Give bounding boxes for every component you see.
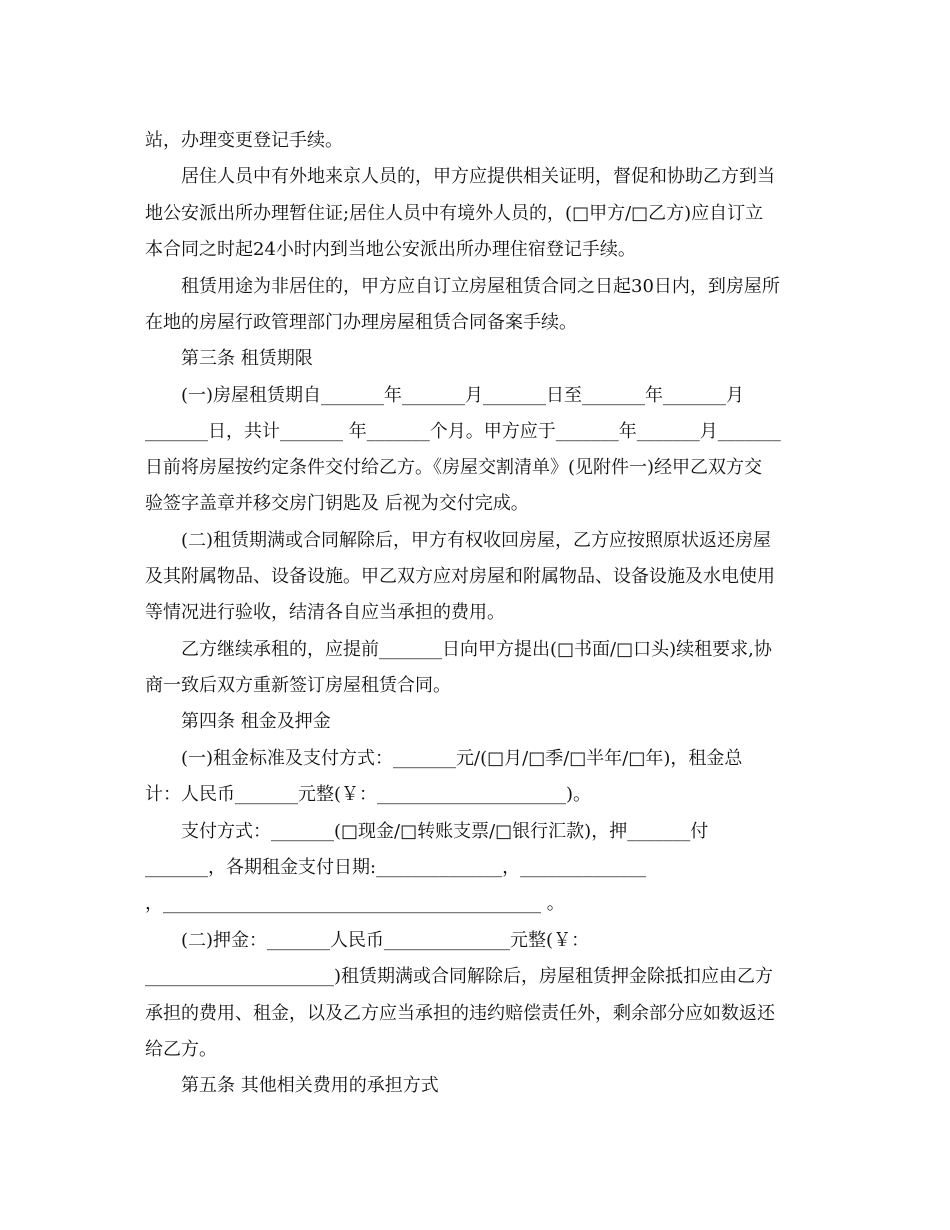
section-heading-article-3: 第三条 租赁期限 — [181, 348, 313, 369]
text-line-19: 计：人民币_______元整(￥：_____________________)。 — [145, 784, 592, 805]
section-heading-article-5: 第五条 其他相关费用的承担方式 — [181, 1075, 439, 1096]
text-line-1: 站，办理变更登记手续。 — [145, 130, 343, 151]
text-line-8: (一)房屋租赁期自_______年_______月_______日至_______年_______月 — [181, 385, 745, 406]
text-line-4: 本合同之时起24小时内到当地公安派出所办理住宿登记手续。 — [145, 239, 636, 260]
text-line-22: ，__________________________________________ 。 — [145, 893, 565, 914]
text-line-16: 商一致后双方重新签订房屋租赁合同。 — [145, 675, 451, 696]
text-line-15: 乙方继续承租的，应提前_______日向甲方提出(□书面/□口头)续租要求,协 — [181, 639, 772, 660]
text-line-13: 及其附属物品、设备设施。甲乙双方应对房屋和附属物品、设备设施及水电使用 — [145, 566, 775, 587]
text-line-3: 地公安派出所办理暂住证;居住人员中有境外人员的，(□甲方/□乙方)应自订立 — [145, 203, 764, 224]
section-heading-article-4: 第四条 租金及押金 — [181, 711, 331, 732]
text-line-10: 日前将房屋按约定条件交付给乙方。《房屋交割清单》(见附件一)经甲乙双方交 — [145, 457, 763, 478]
text-line-5: 租赁用途为非居住的，甲方应自订立房屋租赁合同之日起30日内，到房屋所 — [181, 276, 780, 297]
text-line-20: 支付方式：_______(□现金/□转账支票/□银行汇款)，押_______付 — [181, 821, 709, 842]
text-line-25: 承担的费用、租金，以及乙方应当承担的违约赔偿责任外，剩余部分应如数返还 — [145, 1003, 775, 1024]
text-line-23: (二)押金：_______人民币______________元整(￥： — [181, 930, 590, 951]
text-line-14: 等情况进行验收，结清各自应当承担的费用。 — [145, 602, 505, 623]
text-line-18: (一)租金标准及支付方式：_______元/(□月/□季/□半年/□年)，租金总 — [181, 748, 743, 769]
text-line-26: 给乙方。 — [145, 1039, 217, 1060]
text-line-21: _______，各期租金支付日期:______________，______________ — [145, 857, 647, 878]
text-line-11: 验签字盖章并移交房门钥匙及 后视为交付完成。 — [145, 493, 529, 514]
text-line-6: 在地的房屋行政管理部门办理房屋租赁合同备案手续。 — [145, 312, 577, 333]
text-line-2: 居住人员中有外地来京人员的，甲方应提供相关证明，督促和协助乙方到当 — [181, 166, 775, 187]
text-line-12: (二)租赁期满或合同解除后，甲方有权收回房屋，乙方应按照原状返还房屋 — [181, 530, 772, 551]
text-line-9: _______日，共计_______ 年_______个月。甲方应于_______年_______月_______ — [145, 421, 781, 442]
text-line-24: _____________________)租赁期满或合同解除后，房屋租赁押金除抵扣应由乙方 — [145, 966, 774, 987]
